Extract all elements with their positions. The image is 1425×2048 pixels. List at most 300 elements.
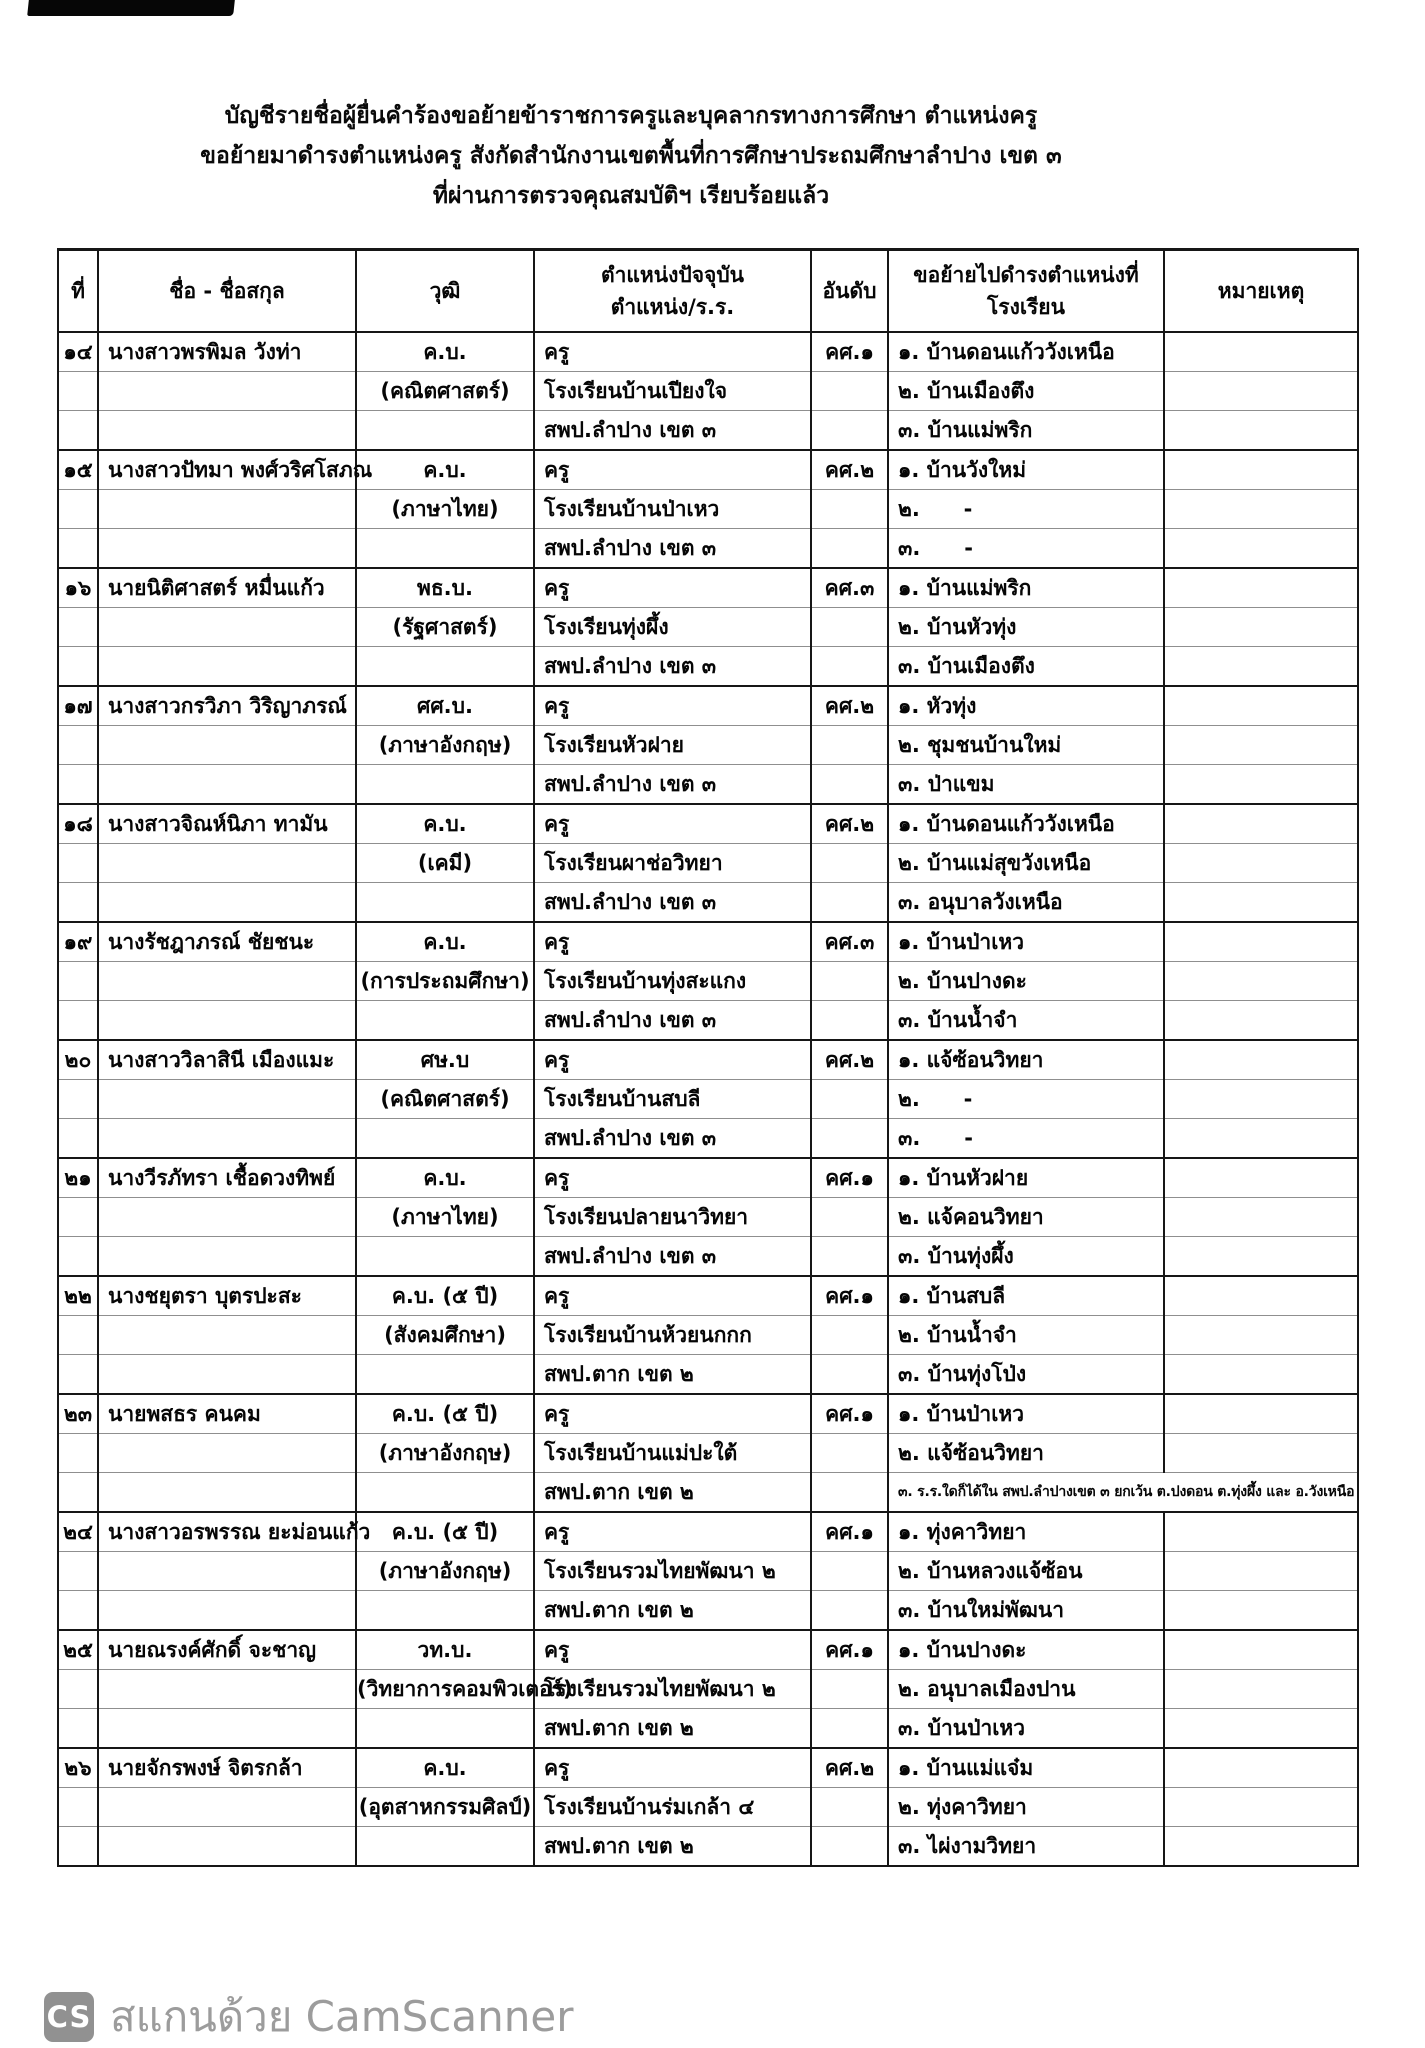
- cell-name: [98, 1080, 356, 1119]
- col-header-qualification: วุฒิ: [356, 250, 534, 333]
- cell-no: [58, 844, 98, 883]
- cell-district: สพป.ตาก เขต ๒: [534, 1591, 811, 1631]
- cell-rank: [811, 726, 888, 765]
- cell-remark: [1164, 1316, 1358, 1355]
- cell-rank: คศ.๒: [811, 1748, 888, 1788]
- cell-rank: [811, 1788, 888, 1827]
- cell-remark: [1164, 1748, 1358, 1788]
- cell-no: [58, 372, 98, 411]
- cell-no: [58, 962, 98, 1001]
- cell-rank: คศ.๑: [811, 1276, 888, 1316]
- cell-name: [98, 765, 356, 805]
- table-row: [58, 372, 1358, 411]
- table-row: [58, 962, 1358, 1001]
- cell-major: [356, 647, 534, 687]
- cell-major: [356, 1591, 534, 1631]
- cell-name: [98, 647, 356, 687]
- cell-name: [98, 372, 356, 411]
- cell-rank: [811, 1591, 888, 1631]
- cell-name: นางสาวอรพรรณ ยะม่อนแก้ว: [98, 1512, 356, 1552]
- cell-major: [356, 1355, 534, 1395]
- cell-rank: [811, 647, 888, 687]
- table-row: [58, 1670, 1358, 1709]
- cell-rank: คศ.๑: [811, 1394, 888, 1434]
- cell-no: [58, 608, 98, 647]
- cell-no: ๑๙: [58, 922, 98, 962]
- cell-choice-3: ๓. บ้านป่าเหว: [888, 1709, 1164, 1749]
- cell-choice-2: ๒. อนุบาลเมืองปาน: [888, 1670, 1164, 1709]
- cell-choice-1: ๑. แจ้ซ้อนวิทยา: [888, 1040, 1164, 1080]
- cell-district: สพป.ลำปาง เขต ๓: [534, 647, 811, 687]
- table-row: [58, 1001, 1358, 1041]
- table-row: [58, 1198, 1358, 1237]
- cell-district: สพป.ตาก เขต ๒: [534, 1709, 811, 1749]
- cell-degree: ค.บ.: [356, 922, 534, 962]
- cell-position: ครู: [534, 1512, 811, 1552]
- cell-no: [58, 883, 98, 923]
- cell-major: [356, 1237, 534, 1277]
- table-row: [58, 1748, 1358, 1788]
- camscanner-watermark: [44, 1992, 573, 2042]
- cell-district: สพป.ลำปาง เขต ๓: [534, 1237, 811, 1277]
- cell-choice-3: ๓. อนุบาลวังเหนือ: [888, 883, 1164, 923]
- table-row: [58, 922, 1358, 962]
- cell-choice-1: ๑. บ้านแม่แจ๋ม: [888, 1748, 1164, 1788]
- cell-choice-2: ๒. บ้านปางดะ: [888, 962, 1164, 1001]
- cell-name: [98, 1552, 356, 1591]
- cell-no: [58, 1119, 98, 1159]
- cell-remark: [1164, 922, 1358, 962]
- document-title-line3: ที่ผ่านการตรวจคุณสมบัติฯ เรียบร้อยแล้ว: [432, 183, 830, 209]
- cell-remark: [1164, 490, 1358, 529]
- cell-major: (อุตสาหกรรมศิลป์): [356, 1788, 534, 1827]
- cell-remark: [1164, 529, 1358, 569]
- cell-choice-2: ๒. แจ้คอนวิทยา: [888, 1198, 1164, 1237]
- cell-remark: [1164, 765, 1358, 805]
- cell-major: (คณิตศาสตร์): [356, 1080, 534, 1119]
- cell-name: [98, 1827, 356, 1867]
- cell-choice-2: ๒. -: [888, 1080, 1164, 1119]
- cell-choice-1: ๑. บ้านดอนแก้ววังเหนือ: [888, 804, 1164, 844]
- cell-name: [98, 1001, 356, 1041]
- cell-choice-2: ๒. -: [888, 490, 1164, 529]
- cell-major: [356, 1001, 534, 1041]
- cell-rank: [811, 372, 888, 411]
- table-row: [58, 883, 1358, 923]
- cell-no: ๒๕: [58, 1630, 98, 1670]
- cell-school: โรงเรียนรวมไทยพัฒนา ๒: [534, 1552, 811, 1591]
- col-header-current-position: [534, 250, 811, 333]
- table-row: [58, 450, 1358, 490]
- table-row: [58, 1591, 1358, 1631]
- cell-no: [58, 1670, 98, 1709]
- table-row: [58, 647, 1358, 687]
- cell-rank: [811, 1080, 888, 1119]
- cell-name: [98, 1709, 356, 1749]
- cell-major: (สังคมศึกษา): [356, 1316, 534, 1355]
- cell-remark: [1164, 1158, 1358, 1198]
- document-title-line2: ขอย้ายมาดำรงตำแหน่งครู สังกัดสำนักงานเขตพื้นที่การศึกษาประถมศึกษาลำปาง เขต ๓: [200, 143, 1062, 169]
- cell-school: โรงเรียนบ้านห้วยนกกก: [534, 1316, 811, 1355]
- table-row: [58, 1552, 1358, 1591]
- cell-no: ๒๑: [58, 1158, 98, 1198]
- cell-choice-3: ๓. ป่าแขม: [888, 765, 1164, 805]
- cell-no: [58, 765, 98, 805]
- cell-school: โรงเรียนผาช่อวิทยา: [534, 844, 811, 883]
- cell-name: [98, 608, 356, 647]
- cell-name: [98, 1119, 356, 1159]
- cell-degree: พธ.บ.: [356, 568, 534, 608]
- cell-choice-3: ๓. บ้านทุ่งโป่ง: [888, 1355, 1164, 1395]
- cell-major: (รัฐศาสตร์): [356, 608, 534, 647]
- cell-rank: [811, 1119, 888, 1159]
- cell-remark: [1164, 1512, 1358, 1552]
- cell-no: [58, 1001, 98, 1041]
- cell-position: ครู: [534, 686, 811, 726]
- cell-name: [98, 1316, 356, 1355]
- transfer-table: [57, 248, 1359, 1867]
- cell-district: สพป.ลำปาง เขต ๓: [534, 765, 811, 805]
- cell-no: [58, 1316, 98, 1355]
- cell-position: ครู: [534, 1394, 811, 1434]
- cell-rank: [811, 1473, 888, 1513]
- table-row: [58, 1237, 1358, 1277]
- cell-position: ครู: [534, 1748, 811, 1788]
- cell-choice-3: ๓. บ้านเมืองตึง: [888, 647, 1164, 687]
- cell-choice-1: ๑. บ้านป่าเหว: [888, 1394, 1164, 1434]
- cell-position: ครู: [534, 1276, 811, 1316]
- table-row: [58, 1119, 1358, 1159]
- cell-remark: [1164, 1237, 1358, 1277]
- cell-school: โรงเรียนบ้านเปียงใจ: [534, 372, 811, 411]
- cell-no: [58, 1237, 98, 1277]
- cell-rank: [811, 529, 888, 569]
- cell-rank: [811, 1670, 888, 1709]
- cell-degree: ค.บ. (๕ ปี): [356, 1276, 534, 1316]
- cell-remark: [1164, 332, 1358, 372]
- cell-rank: คศ.๒: [811, 804, 888, 844]
- cell-major: [356, 1473, 534, 1513]
- cell-no: [58, 1434, 98, 1473]
- table-row: [58, 332, 1358, 372]
- cell-no: [58, 490, 98, 529]
- cell-name: [98, 1355, 356, 1395]
- cell-major: [356, 529, 534, 569]
- cell-choice-2: ๒. บ้านเมืองตึง: [888, 372, 1164, 411]
- cell-name: นายพสธร คนคม: [98, 1394, 356, 1434]
- cell-name: [98, 1198, 356, 1237]
- cell-choice-2: ๒. ทุ่งคาวิทยา: [888, 1788, 1164, 1827]
- cell-district: สพป.ลำปาง เขต ๓: [534, 883, 811, 923]
- cell-remark: [1164, 686, 1358, 726]
- cell-rank: [811, 608, 888, 647]
- document-title: [0, 96, 1262, 216]
- cell-degree: ค.บ.: [356, 1748, 534, 1788]
- cell-choice-2: ๒. บ้านแม่สุขวังเหนือ: [888, 844, 1164, 883]
- cell-rank: [811, 765, 888, 805]
- cell-name: นางสาวพรพิมล วังท่า: [98, 332, 356, 372]
- cell-no: ๒๒: [58, 1276, 98, 1316]
- cell-school: โรงเรียนบ้านทุ่งสะแกง: [534, 962, 811, 1001]
- cell-name: นายนิติศาสตร์ หมื่นแก้ว: [98, 568, 356, 608]
- cell-remark: [1164, 1591, 1358, 1631]
- cell-major: [356, 1709, 534, 1749]
- cell-remark: [1164, 962, 1358, 1001]
- cell-degree: ค.บ.: [356, 450, 534, 490]
- cell-major: [356, 765, 534, 805]
- table-row: [58, 804, 1358, 844]
- cell-district: สพป.ตาก เขต ๒: [534, 1827, 811, 1867]
- cell-name: [98, 411, 356, 451]
- cell-name: [98, 1670, 356, 1709]
- cell-name: [98, 1591, 356, 1631]
- cell-rank: คศ.๒: [811, 450, 888, 490]
- cell-position: ครู: [534, 1040, 811, 1080]
- cell-choice-3: ๓. บ้านทุ่งผึ้ง: [888, 1237, 1164, 1277]
- cell-rank: [811, 1434, 888, 1473]
- cell-major: (ภาษาไทย): [356, 1198, 534, 1237]
- cell-name: [98, 844, 356, 883]
- cell-remark: [1164, 1670, 1358, 1709]
- cell-no: [58, 1552, 98, 1591]
- table-row: [58, 1158, 1358, 1198]
- col-header-transfer-line1: ขอย้ายไปดำรงตำแหน่งที่: [913, 263, 1139, 287]
- cell-no: [58, 1827, 98, 1867]
- cell-rank: คศ.๑: [811, 1512, 888, 1552]
- cell-choice-1: ๑. บ้านปางดะ: [888, 1630, 1164, 1670]
- cell-name: นางสาวจิณห์นิภา ทามัน: [98, 804, 356, 844]
- col-header-transfer-line2: โรงเรียน: [987, 295, 1065, 319]
- cell-degree: ค.บ. (๕ ปี): [356, 1394, 534, 1434]
- table-row: [58, 1434, 1358, 1473]
- cell-name: นายณรงค์ศักดิ์ จะชาญ: [98, 1630, 356, 1670]
- cell-choice-3: ๓. -: [888, 1119, 1164, 1159]
- cell-rank: คศ.๓: [811, 922, 888, 962]
- cell-major: (ภาษาอังกฤษ): [356, 726, 534, 765]
- cell-name: [98, 726, 356, 765]
- cell-school: โรงเรียนบ้านป่าเหว: [534, 490, 811, 529]
- cell-remark: [1164, 1788, 1358, 1827]
- col-header-current-position-line2: ตำแหน่ง/ร.ร.: [610, 295, 735, 319]
- cell-name: [98, 1434, 356, 1473]
- cell-position: ครู: [534, 332, 811, 372]
- cell-no: ๒๐: [58, 1040, 98, 1080]
- cell-no: ๑๖: [58, 568, 98, 608]
- cell-name: [98, 529, 356, 569]
- cell-name: [98, 962, 356, 1001]
- cell-school: โรงเรียนบ้านร่มเกล้า ๔: [534, 1788, 811, 1827]
- scan-artifact: [27, 0, 235, 16]
- cell-rank: [811, 1198, 888, 1237]
- cell-major: [356, 1827, 534, 1867]
- cell-remark: [1164, 844, 1358, 883]
- table-row: [58, 608, 1358, 647]
- table-row: [58, 1316, 1358, 1355]
- cell-rank: คศ.๑: [811, 1630, 888, 1670]
- cell-degree: วท.บ.: [356, 1630, 534, 1670]
- table-row: [58, 1512, 1358, 1552]
- table-row: [58, 1276, 1358, 1316]
- table-row: [58, 844, 1358, 883]
- cell-remark: [1164, 411, 1358, 451]
- camscanner-text: สแกนด้วย CamScanner: [110, 1992, 574, 2041]
- cell-rank: คศ.๑: [811, 332, 888, 372]
- cell-remark: [1164, 1434, 1358, 1473]
- cell-name: นางสาววิลาสินี เมืองแมะ: [98, 1040, 356, 1080]
- cell-choice-2: ๒. บ้านหัวทุ่ง: [888, 608, 1164, 647]
- cell-choice-1: ๑. ทุ่งคาวิทยา: [888, 1512, 1164, 1552]
- cell-remark: [1164, 372, 1358, 411]
- cell-choice-2: ๒. ชุมชนบ้านใหม่: [888, 726, 1164, 765]
- cell-remark: [1164, 1709, 1358, 1749]
- cell-district: สพป.ตาก เขต ๒: [534, 1473, 811, 1513]
- cell-choice-1: ๑. บ้านหัวฝาย: [888, 1158, 1164, 1198]
- cell-choice-1: ๑. บ้านป่าเหว: [888, 922, 1164, 962]
- cell-rank: [811, 883, 888, 923]
- cell-major: (เคมี): [356, 844, 534, 883]
- cell-district: สพป.ลำปาง เขต ๓: [534, 529, 811, 569]
- cell-major: (ภาษาอังกฤษ): [356, 1552, 534, 1591]
- cell-name: [98, 1473, 356, 1513]
- cell-choice-3: ๓. -: [888, 529, 1164, 569]
- cell-degree: ค.บ.: [356, 804, 534, 844]
- cell-remark: [1164, 804, 1358, 844]
- table-row: [58, 568, 1358, 608]
- cell-name: นางสาวกรวิภา วิริญาภรณ์: [98, 686, 356, 726]
- cell-choice-2: ๒. บ้านหลวงแจ้ซ้อน: [888, 1552, 1164, 1591]
- cell-choice-3: ๓. บ้านใหม่พัฒนา: [888, 1591, 1164, 1631]
- cell-major: [356, 883, 534, 923]
- cell-rank: คศ.๑: [811, 1158, 888, 1198]
- cell-no: ๒๓: [58, 1394, 98, 1434]
- col-header-transfer-school: [888, 250, 1164, 333]
- cell-choice-1: ๑. บ้านแม่พริก: [888, 568, 1164, 608]
- cell-name: [98, 490, 356, 529]
- cell-choice-3: ๓. ไผ่งามวิทยา: [888, 1827, 1164, 1867]
- cell-no: [58, 1198, 98, 1237]
- cell-remark: [1164, 1827, 1358, 1867]
- cell-no: ๑๘: [58, 804, 98, 844]
- cell-name: นางรัชฎาภรณ์ ชัยชนะ: [98, 922, 356, 962]
- cell-school: โรงเรียนหัวฝาย: [534, 726, 811, 765]
- cell-major: (คณิตศาสตร์): [356, 372, 534, 411]
- cell-rank: คศ.๒: [811, 686, 888, 726]
- table-row: [58, 1788, 1358, 1827]
- cell-remark: [1164, 1080, 1358, 1119]
- cell-district: สพป.ลำปาง เขต ๓: [534, 1001, 811, 1041]
- cell-degree: ศศ.บ.: [356, 686, 534, 726]
- col-header-no: ที่: [58, 250, 98, 333]
- cell-choice-1: ๑. หัวทุ่ง: [888, 686, 1164, 726]
- cell-school: โรงเรียนรวมไทยพัฒนา ๒: [534, 1670, 811, 1709]
- cell-name: [98, 1237, 356, 1277]
- cell-choice-3: ๓. บ้านน้ำจำ: [888, 1001, 1164, 1041]
- col-header-remark: หมายเหตุ: [1164, 250, 1358, 333]
- cell-rank: คศ.๒: [811, 1040, 888, 1080]
- cell-no: ๑๗: [58, 686, 98, 726]
- cell-rank: [811, 1552, 888, 1591]
- table-row: [58, 1080, 1358, 1119]
- cell-major: (การประถมศึกษา): [356, 962, 534, 1001]
- cell-degree: ค.บ.: [356, 332, 534, 372]
- cell-choice-3: ๓. ร.ร.ใดก็ได้ใน สพป.ลำปางเขต ๓ ยกเว้น ต.ปงดอน ต.ทุ่งผึ้ง และ อ.วังเหนือ: [888, 1473, 1164, 1513]
- table-row: [58, 529, 1358, 569]
- table-row: [58, 726, 1358, 765]
- cell-degree: ค.บ. (๕ ปี): [356, 1512, 534, 1552]
- cell-no: [58, 411, 98, 451]
- cell-name: นางชยุตรา บุตรปะสะ: [98, 1276, 356, 1316]
- cell-no: [58, 1709, 98, 1749]
- cell-major: (ภาษาไทย): [356, 490, 534, 529]
- table-row: [58, 1709, 1358, 1749]
- cell-no: [58, 1080, 98, 1119]
- cell-choice-1: ๑. บ้านวังใหม่: [888, 450, 1164, 490]
- col-header-current-position-line1: ตำแหน่งปัจจุบัน: [600, 263, 745, 287]
- cell-remark: [1164, 1630, 1358, 1670]
- cell-school: โรงเรียนปลายนาวิทยา: [534, 1198, 811, 1237]
- cell-rank: [811, 1709, 888, 1749]
- cell-remark: [1164, 568, 1358, 608]
- cell-choice-2: ๒. บ้านน้ำจำ: [888, 1316, 1164, 1355]
- cell-remark: [1164, 726, 1358, 765]
- cell-choice-1: ๑. บ้านดอนแก้ววังเหนือ: [888, 332, 1164, 372]
- cell-name: นางวีรภัทรา เชื้อดวงทิพย์: [98, 1158, 356, 1198]
- table-row: [58, 411, 1358, 451]
- cell-school: โรงเรียนทุ่งผึ้ง: [534, 608, 811, 647]
- cell-rank: [811, 1237, 888, 1277]
- table-header-row: [58, 250, 1358, 333]
- cell-no: ๑๕: [58, 450, 98, 490]
- cell-major: [356, 411, 534, 451]
- cell-rank: [811, 1827, 888, 1867]
- cell-district: สพป.ลำปาง เขต ๓: [534, 1119, 811, 1159]
- cell-remark: [1164, 608, 1358, 647]
- cell-degree: ศษ.บ: [356, 1040, 534, 1080]
- table-row: [58, 1630, 1358, 1670]
- cell-school: โรงเรียนบ้านแม่ปะใต้: [534, 1434, 811, 1473]
- cell-no: [58, 1355, 98, 1395]
- cell-school: โรงเรียนบ้านสบลี: [534, 1080, 811, 1119]
- cell-position: ครู: [534, 1158, 811, 1198]
- cell-no: [58, 1473, 98, 1513]
- table-row: [58, 686, 1358, 726]
- cell-choice-2: ๒. แจ้ซ้อนวิทยา: [888, 1434, 1164, 1473]
- cell-district: สพป.ลำปาง เขต ๓: [534, 411, 811, 451]
- cell-choice-3: ๓. บ้านแม่พริก: [888, 411, 1164, 451]
- cell-no: [58, 1591, 98, 1631]
- table-row: [58, 1355, 1358, 1395]
- cell-rank: [811, 844, 888, 883]
- cell-no: [58, 726, 98, 765]
- cell-major: (วิทยาการคอมพิวเตอร์): [356, 1670, 534, 1709]
- cell-position: ครู: [534, 1630, 811, 1670]
- cell-position: ครู: [534, 450, 811, 490]
- cell-rank: คศ.๓: [811, 568, 888, 608]
- table-row: [58, 1473, 1358, 1513]
- cell-remark: [1164, 1198, 1358, 1237]
- cell-no: ๒๔: [58, 1512, 98, 1552]
- table-row: [58, 490, 1358, 529]
- cell-position: ครู: [534, 922, 811, 962]
- cell-rank: [811, 962, 888, 1001]
- cell-remark: [1164, 647, 1358, 687]
- cell-no: [58, 647, 98, 687]
- cell-remark: [1164, 1119, 1358, 1159]
- cell-degree: ค.บ.: [356, 1158, 534, 1198]
- cell-name: [98, 883, 356, 923]
- table-row: [58, 1040, 1358, 1080]
- cell-major: [356, 1119, 534, 1159]
